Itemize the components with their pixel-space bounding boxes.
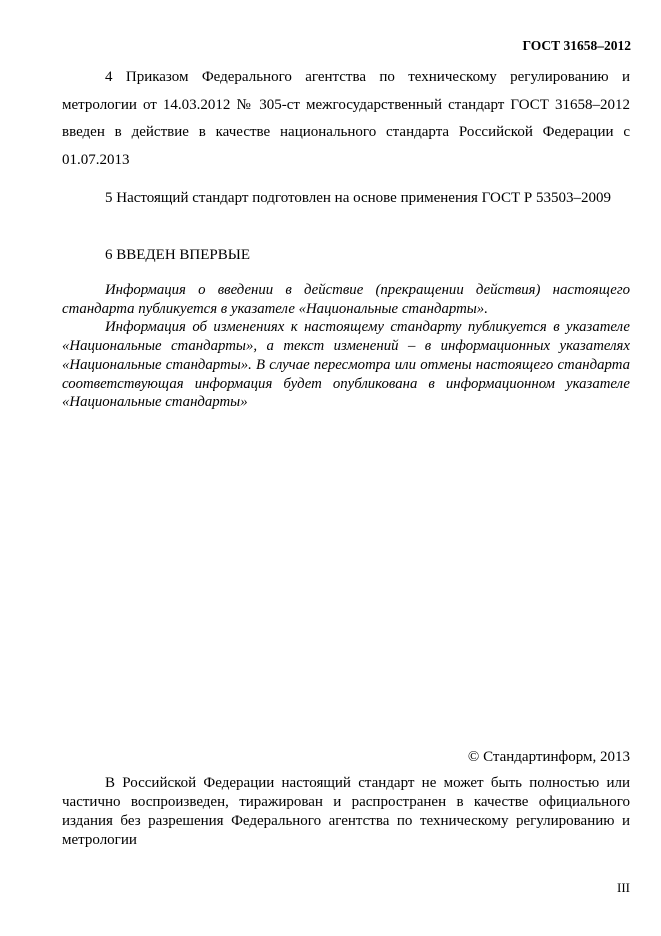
standard-code-header: ГОСТ 31658–2012 <box>522 38 631 53</box>
reproduction-rights-notice: В Российской Федерации настоящий стандарт не может быть полностью или частично воспроизведен, тиражирован и распространен в качестве официального издания без разрешения Федерального агентства по техническому регулированию и метрологии <box>62 775 630 848</box>
paragraph-6-introduced: 6 ВВЕДЕН ВПЕРВЫЕ <box>105 247 250 263</box>
publication-notes <box>62 281 630 412</box>
note-introduction-info: Информация о введении в действие (прекращении действия) настоящего стандарта публикуется в указателе «Национальные стандарты». <box>62 282 630 317</box>
note-changes-info: Информация об изменениях к настоящему стандарту публикуется в указателе «Национальные стандарты», а текст изменений – в информационных указателях «Национальные стандарты». В случае пересмотра или отмены настоящего стандарта соответствующая информация будет опубликована в информационном указателе «Национальные стандарты» <box>62 319 630 411</box>
paragraph-5-basis: 5 Настоящий стандарт подготовлен на основе применения ГОСТ Р 53503–2009 <box>105 190 611 206</box>
paragraph-4-order: 4 Приказом Федерального агентства по техническому регулированию и метрологии от 14.03.2012 № 305-ст межгосударственный стандарт ГОСТ 31658–2012 введен в действие в качестве национального стандарта Российской Федерации с 01.07.2013 <box>62 69 630 168</box>
page-number: III <box>617 880 630 895</box>
copyright-line: © Стандартинформ, 2013 <box>467 749 630 765</box>
